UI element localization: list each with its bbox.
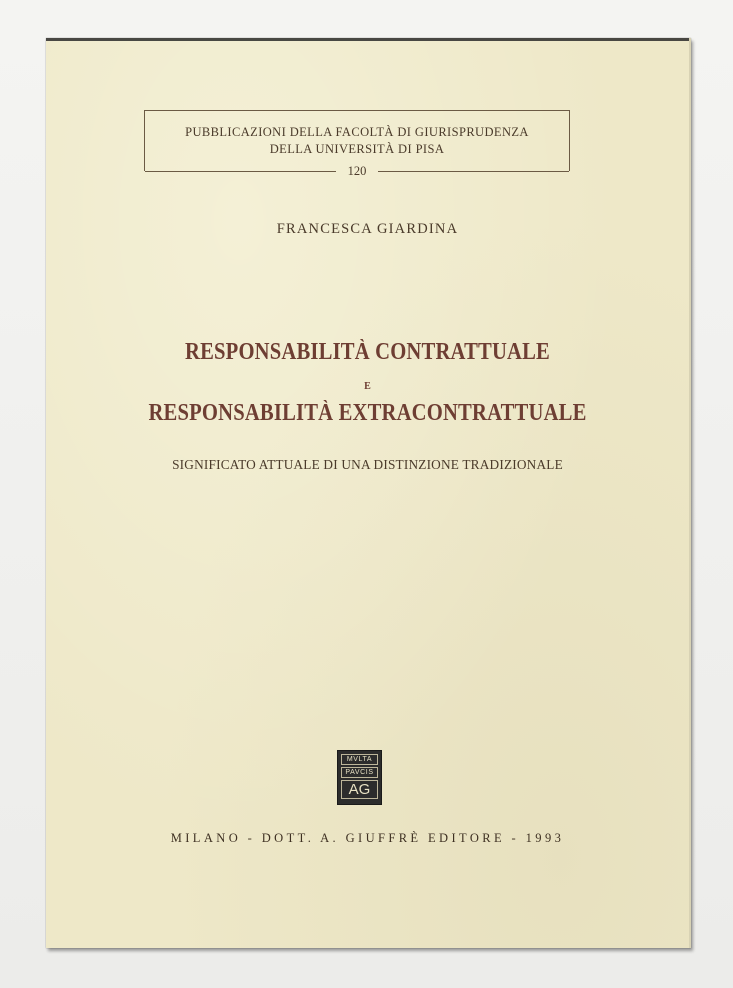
series-line-2: DELLA UNIVERSITÀ DI PISA xyxy=(269,142,445,156)
series-frame xyxy=(144,110,570,178)
logo-word-1: MVLTA xyxy=(341,754,378,765)
logo-word-2: PAVCIS xyxy=(341,767,378,778)
title-conjunction: E xyxy=(364,381,371,392)
publisher-logo xyxy=(337,750,382,805)
series-rule-right xyxy=(378,171,569,172)
subtitle: SIGNIFICATO ATTUALE DI UNA DISTINZIONE TRADIZIONALE xyxy=(172,458,563,473)
series-rule-left xyxy=(145,171,336,172)
book-cover xyxy=(46,38,691,948)
series-line-1: PUBBLICAZIONI DELLA FACOLTÀ DI GIURISPRUDENZA xyxy=(185,125,529,139)
title-line-1: RESPONSABILITÀ CONTRATTUALE xyxy=(185,339,550,365)
series-number: 120 xyxy=(347,164,367,178)
logo-initials: AG xyxy=(341,780,378,799)
author-name: FRANCESCA GIARDINA xyxy=(276,221,459,237)
title-line-2: RESPONSABILITÀ EXTRACONTRATTUALE xyxy=(148,400,587,426)
series-number-row xyxy=(145,164,569,178)
imprint: MILANO - DOTT. A. GIUFFRÈ EDITORE - 1993 xyxy=(170,831,565,845)
